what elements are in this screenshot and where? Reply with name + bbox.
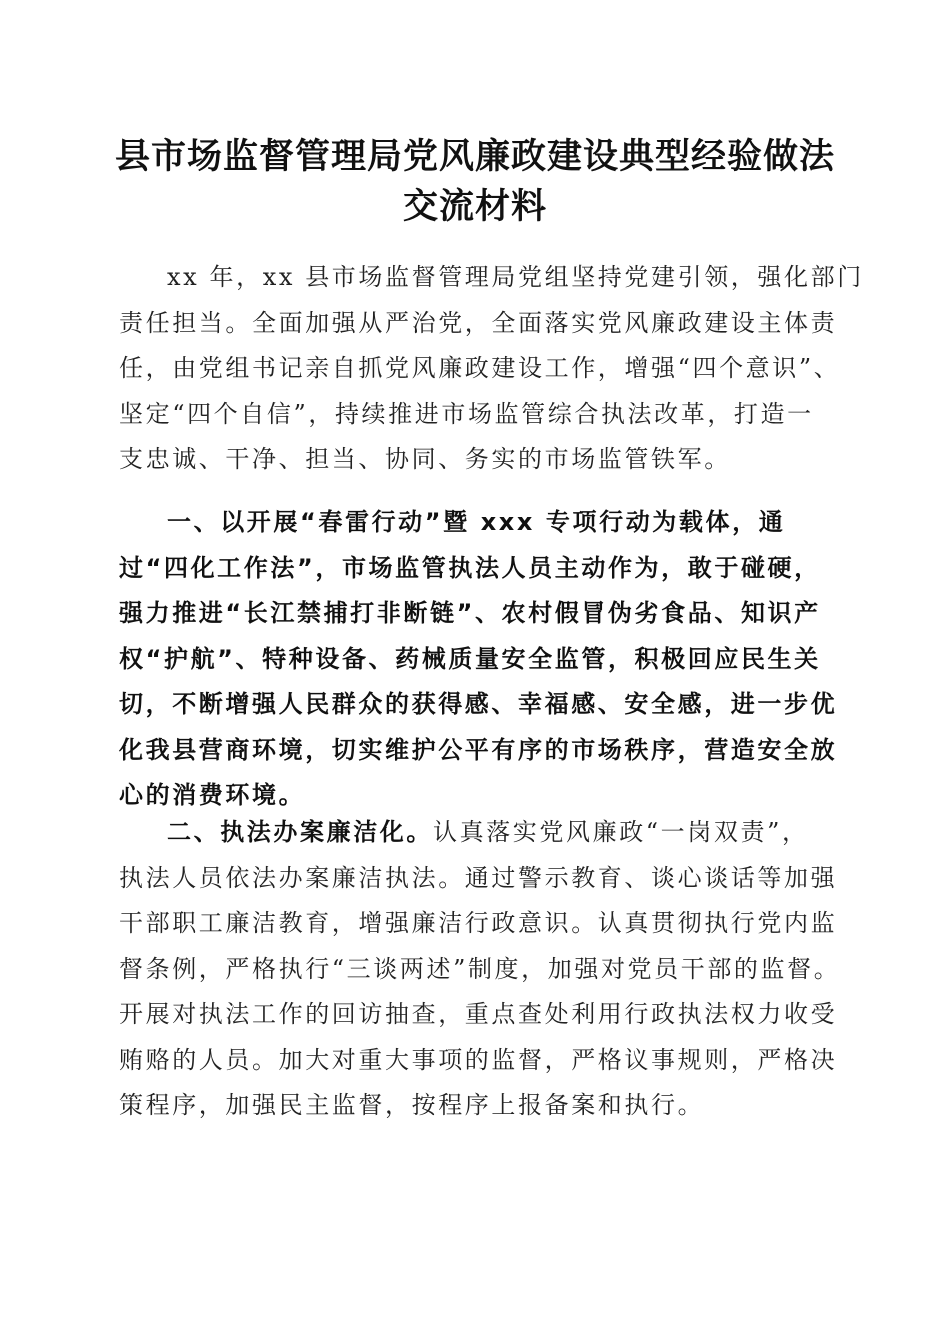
paragraph-line: 贿赂的人员。加大对重大事项的监督，严格议事规则，严格决	[119, 1045, 838, 1074]
paragraph-line: 过“四化工作法”，市场监管执法人员主动作为，敢于碰硬，	[119, 553, 821, 582]
section-first-line-text: 认真落实党风廉政“一岗双责”，	[433, 818, 809, 846]
paragraph-line: 权“护航”、特种设备、药械质量安全监管，积极回应民生关	[119, 644, 821, 673]
paragraph-section-2	[119, 810, 839, 1129]
paragraph-line: 化我县营商环境，切实维护公平有序的市场秩序，营造安全放	[119, 735, 838, 764]
paragraph-line: 坚定“四个自信”，持续推进市场监管综合执法改革，打造一	[119, 399, 814, 428]
paragraph-intro	[119, 255, 864, 483]
paragraph-line: 心的消费环境。	[119, 781, 306, 809]
paragraph-section-1	[119, 500, 839, 819]
paragraph-line: 执法人员依法办案廉洁执法。通过警示教育、谈心谈话等加强	[119, 863, 838, 892]
section-heading: 二、执法办案廉洁化。	[167, 818, 433, 846]
paragraph-line: 督条例，严格执行“三谈两述”制度，加强对党员干部的监督。	[119, 954, 841, 983]
title-line-2: 交流材料	[402, 186, 547, 227]
section-first-line	[119, 810, 839, 856]
document-title	[100, 132, 850, 232]
paragraph-line: 开展对执法工作的回访抽查，重点查处利用行政执法权力收受	[119, 1000, 838, 1028]
paragraph-line: xx 年，xx 县市场监督管理局党组坚持党建引领，强化部门	[167, 263, 864, 291]
paragraph-line: 干部职工廉洁教育，增强廉洁行政意识。认真贯彻执行党内监	[119, 909, 838, 937]
paragraph-line: 策程序，加强民主监督，按程序上报备案和执行。	[119, 1091, 705, 1119]
title-line-1: 县市场监督管理局党风廉政建设典型经验做法	[114, 136, 835, 177]
paragraph-line: 强力推进“长江禁捕打非断链”、农村假冒伪劣食品、知识产	[119, 599, 821, 627]
paragraph-line: 切，不断增强人民群众的获得感、幸福感、安全感，进一步优	[119, 690, 838, 718]
paragraph-line: 责任担当。全面加强从严治党，全面落实党风廉政建设主体责	[119, 308, 838, 337]
paragraph-line: 任，由党组书记亲自抓党风廉政建设工作，增强“四个意识”、	[119, 354, 841, 382]
paragraph-line: 支忠诚、干净、担当、协同、务实的市场监管铁军。	[119, 445, 731, 473]
section-heading-line: 一、以开展“春雷行动”暨 xxx 专项行动为载体，通	[167, 508, 786, 536]
